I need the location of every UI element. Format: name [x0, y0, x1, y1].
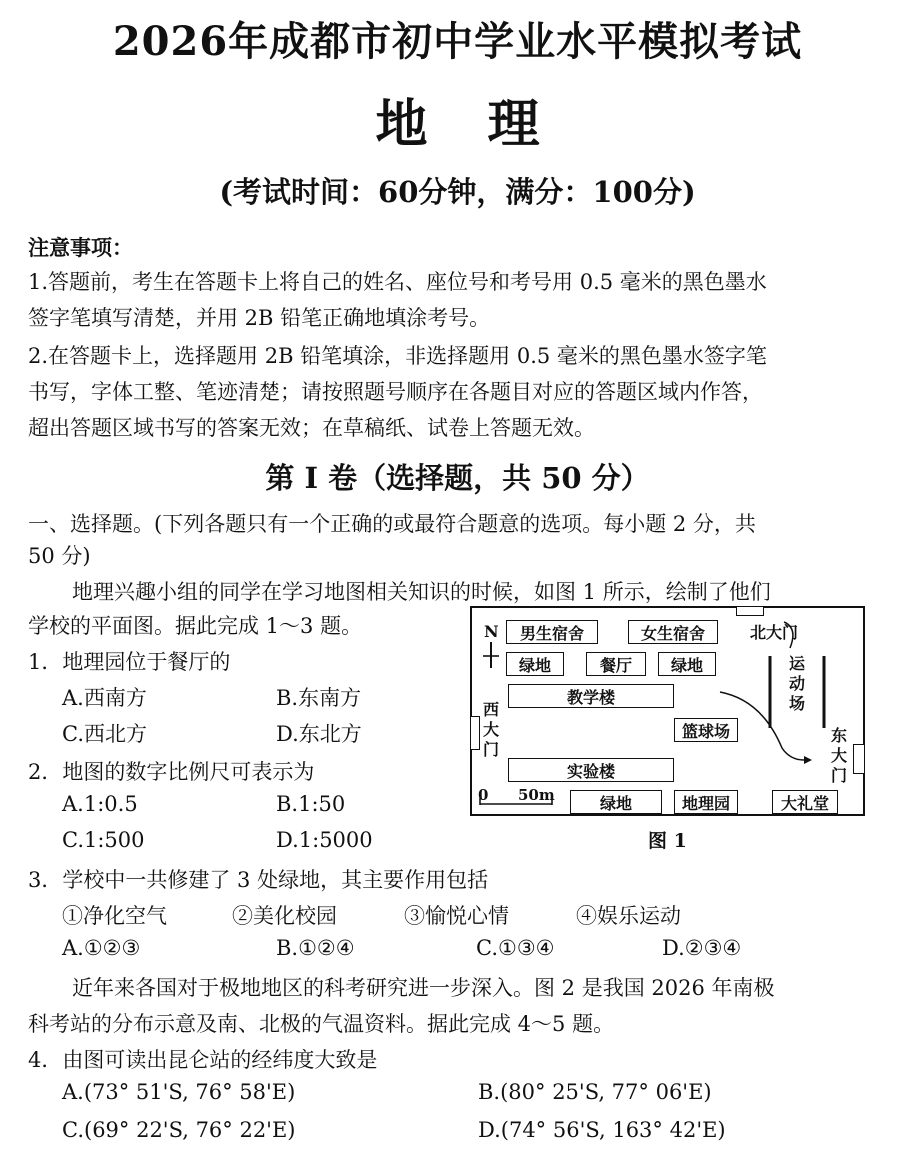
question-stem: 4．由图可读出昆仑站的经纬度大致是 [28, 1048, 378, 1072]
option-b: B.1:50 [276, 792, 346, 816]
option-d: D.东北方 [276, 722, 362, 746]
scale-value: 50m [518, 786, 555, 804]
green-area-3: 绿地 [570, 790, 662, 814]
section-title: 第 I 卷（选择题，共 50 分） [265, 461, 650, 495]
notice-line: 1.答题前，考生在答题卡上将自己的姓名、座位号和考号用 0.5 毫米的黑色墨水 [28, 270, 767, 294]
option-a: A.西南方 [62, 686, 147, 710]
east-gate-marker [853, 744, 865, 774]
north-gate-label: 北大门 [750, 623, 799, 642]
figure-caption: 图 1 [648, 830, 687, 852]
option-d: D.②③④ [662, 936, 742, 960]
passage-line: 学校的平面图。据此完成 1～3 题。 [28, 614, 363, 638]
option-c: C.①③④ [476, 936, 555, 960]
question-stem: 2．地图的数字比例尺可表示为 [28, 760, 315, 784]
basketball-court: 篮球场 [674, 718, 738, 742]
notice-line: 签字笔填写清楚，并用 2B 铅笔正确地填涂考号。 [28, 306, 491, 330]
option-d: D.(74° 56'S, 163° 42'E) [478, 1118, 726, 1142]
girls-dorm: 女生宿舍 [628, 620, 718, 644]
east-gate-label: 东大门 [830, 726, 847, 785]
section-instruction: 50 分) [28, 544, 91, 568]
option-c: C.1:500 [62, 828, 145, 852]
option-a: A.①②③ [62, 936, 141, 960]
notice-line: 2.在答题卡上，选择题用 2B 铅笔填涂，非选择题用 0.5 毫米的黑色墨水签字笔 [28, 344, 767, 368]
notice-heading: 注意事项： [28, 235, 133, 260]
passage-line: 地理兴趣小组的同学在学习地图相关知识的时候，如图 1 所示，绘制了他们 [72, 580, 771, 604]
exam-info: (考试时间：60分钟，满分：100分) [219, 175, 696, 209]
green-area-1: 绿地 [506, 652, 564, 676]
geography-garden: 地理园 [674, 790, 738, 814]
option-b: B.东南方 [276, 686, 362, 710]
school-map-figure [470, 606, 865, 816]
option-c: C.(69° 22'S, 76° 22'E) [62, 1118, 296, 1142]
option-b: B.(80° 25'S, 77° 06'E) [478, 1080, 712, 1104]
auditorium: 大礼堂 [772, 790, 838, 814]
question-stem: 3．学校中一共修建了 3 处绿地，其主要作用包括 [28, 868, 489, 892]
subject-title: 地理 [375, 94, 600, 155]
passage-line: 近年来各国对于极地地区的科考研究进一步深入。图 2 是我国 2026 年南极 [72, 976, 775, 1000]
north-label: N [484, 622, 499, 641]
playground-label: 运动场 [788, 654, 805, 713]
teaching-building: 教学楼 [508, 684, 674, 708]
sub-item: ③愉悦心情 [404, 904, 509, 928]
section-instruction: 一、选择题。(下列各题只有一个正确的或最符合题意的选项。每小题 2 分，共 [28, 512, 756, 536]
option-d: D.1:5000 [276, 828, 373, 852]
scale-zero: 0 [478, 786, 489, 804]
north-gate-marker [736, 606, 764, 616]
west-gate-marker [470, 716, 480, 750]
sub-item: ④娱乐运动 [576, 904, 681, 928]
exam-title: 2026年成都市初中学业水平模拟考试 [112, 18, 803, 65]
passage-line: 科考站的分布示意及南、北极的气温资料。据此完成 4～5 题。 [28, 1012, 615, 1036]
notice-line: 书写，字体工整、笔迹清楚；请按照题号顺序在各题目对应的答题区域内作答， [28, 380, 763, 404]
west-gate-label: 西大门 [482, 700, 499, 759]
green-area-2: 绿地 [658, 652, 716, 676]
question-stem: 1．地理园位于餐厅的 [28, 650, 231, 674]
notice-line: 超出答题区域书写的答案无效；在草稿纸、试卷上答题无效。 [28, 416, 595, 440]
option-c: C.西北方 [62, 722, 147, 746]
lab-building: 实验楼 [508, 758, 674, 782]
option-a: A.(73° 51'S, 76° 58'E) [62, 1080, 296, 1104]
option-a: A.1:0.5 [62, 792, 138, 816]
canteen: 餐厅 [586, 652, 646, 676]
option-b: B.①②④ [276, 936, 355, 960]
sub-item: ①净化空气 [62, 904, 167, 928]
sub-item: ②美化校园 [232, 904, 337, 928]
boys-dorm: 男生宿舍 [506, 620, 598, 644]
